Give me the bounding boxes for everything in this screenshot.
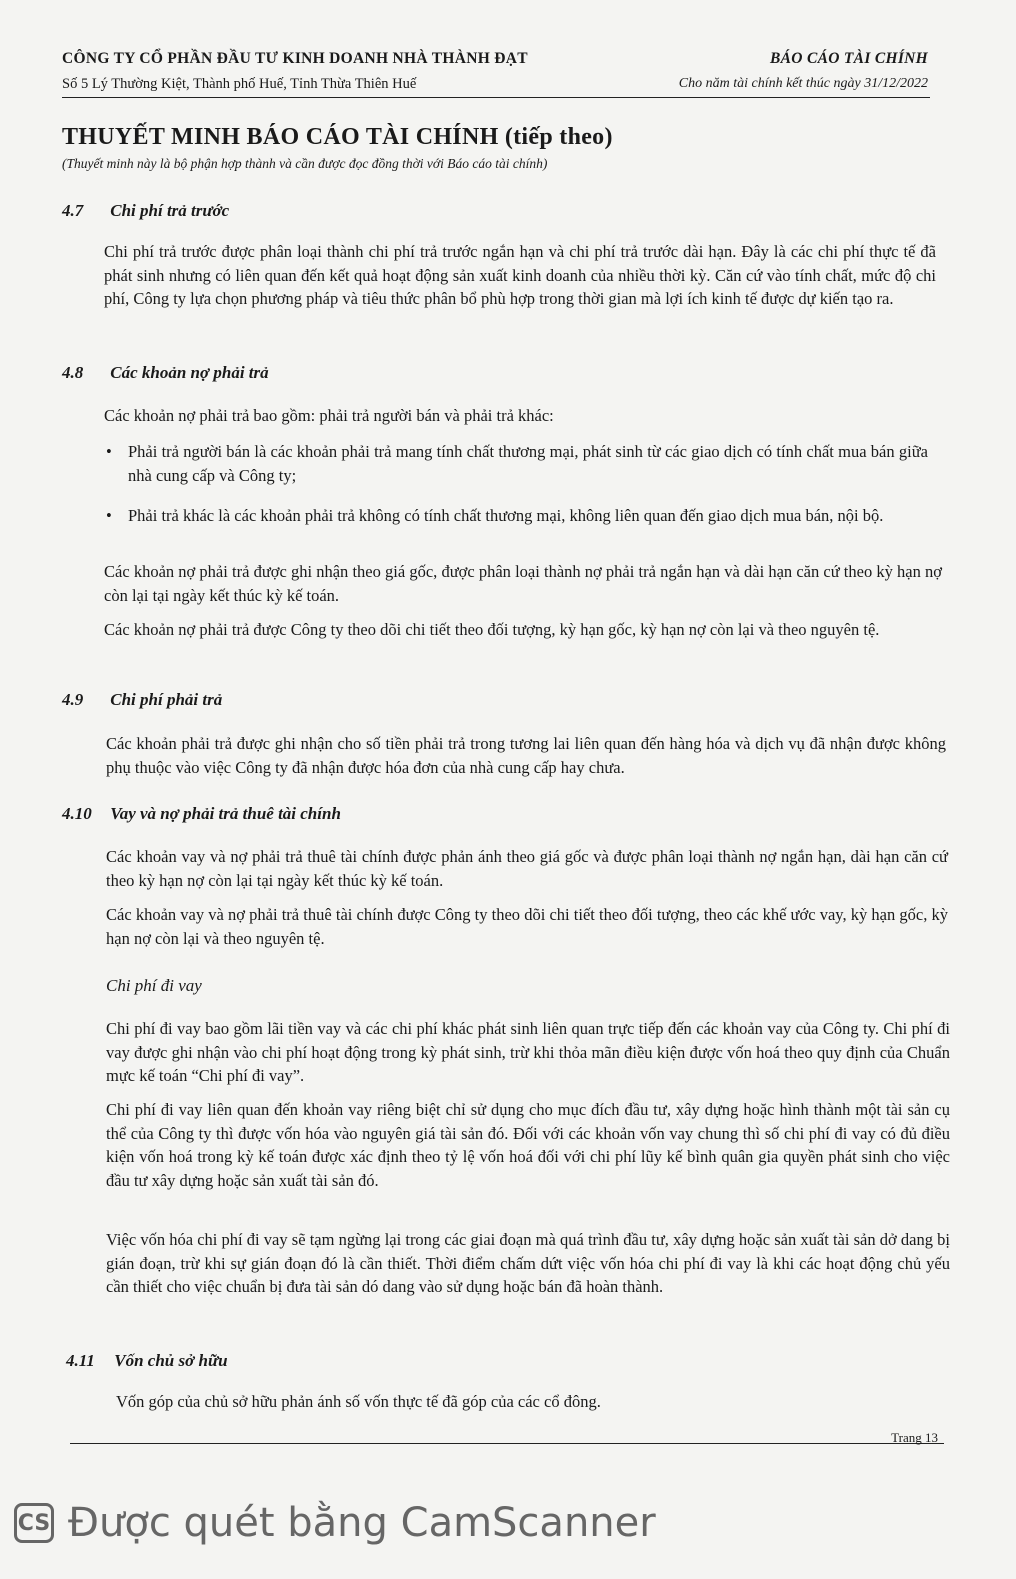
section-number: 4.8 bbox=[62, 363, 84, 382]
section-4-8-heading bbox=[62, 363, 269, 383]
page-number: Trang 13 bbox=[891, 1430, 938, 1445]
section-4-8-intro: Các khoản nợ phải trả bao gồm: phải trả người bán và phải trả khác: bbox=[104, 406, 554, 425]
document-subtitle: (Thuyết minh này là bộ phận hợp thành và cần được đọc đồng thời với Báo cáo tài chính) bbox=[62, 156, 548, 171]
section-4-10-paragraph-5: Việc vốn hóa chi phí đi vay sẽ tạm ngừng lại trong các giai đoạn mà quá trình đầu tư, xây dựng hoặc sản xuất tài sản dở dang bị gián đoạn, trừ khi sự gián đoạn đó là cần thiết. Thời điểm chấm dứt việc vốn hóa chi phí đi vay là khi các hoạt động chủ yếu cần thiết cho việc chuẩn bị đưa tài sản dó dang vào sử dụng hoặc bán đã hoàn thành. bbox=[106, 1230, 950, 1296]
section-4-10-paragraph-1: Các khoản vay và nợ phải trả thuê tài chính được phản ánh theo giá gốc và được phân loại thành nợ ngắn hạn, dài hạn căn cứ theo kỳ hạn nợ còn lại tại ngày kết thúc kỳ kế toán. bbox=[106, 847, 948, 890]
section-4-7-paragraph: Chi phí trả trước được phân loại thành chi phí trả trước ngắn hạn và chi phí trả trước dài hạn. Đây là các chi phí thực tế đã phát sinh nhưng có liên quan đến kết quả hoạt động sản xuất kinh doanh của nhiều thời kỳ. Căn cứ vào tính chất, mức độ chi phí, Công ty lựa chọn phương pháp và tiêu thức phân bổ phù hợp trong thời gian mà lợi ích kinh tế được dự kiến tạo ra. bbox=[104, 242, 936, 308]
section-4-8-paragraph-3: Các khoản nợ phải trả được Công ty theo dõi chi tiết theo đối tượng, kỳ hạn gốc, kỳ hạn nợ còn lại và theo nguyên tệ. bbox=[104, 620, 880, 639]
section-number: 4.7 bbox=[62, 201, 84, 220]
camscanner-logo-icon: CS bbox=[14, 1503, 54, 1543]
section-number: 4.9 bbox=[62, 690, 84, 709]
camscanner-watermark bbox=[14, 1500, 656, 1546]
section-4-10-paragraph-3: Chi phí đi vay bao gồm lãi tiền vay và các chi phí khác phát sinh liên quan trực tiếp đến các khoản vay của Công ty. Chi phí đi vay được ghi nhận vào chi phí hoạt động trong kỳ phát sinh, trừ khi thỏa mãn điều kiện được vốn hoá theo quy định của Chuẩn mực kế toán “Chi phí đi vay”. bbox=[106, 1019, 950, 1085]
header-divider bbox=[62, 97, 930, 98]
section-4-9-heading bbox=[62, 690, 222, 710]
bullet-text: Phải trả người bán là các khoản phải trả mang tính chất thương mại, phát sinh từ các giao dịch có tính chất mua bán giữa nhà cung cấp và Công ty; bbox=[128, 442, 928, 485]
section-number: 4.10 bbox=[62, 804, 92, 823]
bullet-dot: • bbox=[106, 506, 112, 525]
header-row-2 bbox=[62, 76, 928, 93]
bullet-item bbox=[106, 504, 928, 528]
section-4-7-heading bbox=[62, 201, 229, 221]
section-4-9-paragraph: Các khoản phải trả được ghi nhận cho số tiền phải trả trong tương lai liên quan đến hàng hóa và dịch vụ đã nhận được không phụ thuộc vào việc Công ty đã nhận được hóa đơn của nhà cung cấp hay chưa. bbox=[106, 734, 946, 777]
report-name: BÁO CÁO TÀI CHÍNH bbox=[770, 50, 928, 67]
section-title: Vay và nợ phải trả thuê tài chính bbox=[110, 804, 341, 823]
bullet-dot: • bbox=[106, 442, 112, 461]
section-title: Vốn chủ sở hữu bbox=[114, 1351, 228, 1370]
borrowing-costs-subheading: Chi phí đi vay bbox=[106, 976, 202, 995]
header-row-1 bbox=[62, 50, 928, 68]
section-4-10-paragraph-2: Các khoản vay và nợ phải trả thuê tài chính được Công ty theo dõi chi tiết theo đối tượng, theo các khế ước vay, kỳ hạn gốc, kỳ hạn nợ còn lại và theo nguyên tệ. bbox=[106, 905, 948, 948]
report-period: Cho năm tài chính kết thúc ngày 31/12/2022 bbox=[678, 76, 928, 91]
footer-divider bbox=[70, 1443, 944, 1444]
company-address: Số 5 Lý Thường Kiệt, Thành phố Huế, Tỉnh Thừa Thiên Huế bbox=[62, 76, 417, 92]
section-title: Chi phí trả trước bbox=[110, 201, 230, 220]
watermark-text: Được quét bằng CamScanner bbox=[68, 1500, 656, 1546]
section-4-10-heading bbox=[62, 804, 341, 824]
section-title: Các khoản nợ phải trả bbox=[110, 363, 269, 382]
document-title: THUYẾT MINH BÁO CÁO TÀI CHÍNH (tiếp theo) bbox=[62, 124, 613, 150]
bullet-text: Phải trả khác là các khoản phải trả không có tính chất thương mại, không liên quan đến giao dịch mua bán, nội bộ. bbox=[128, 506, 884, 525]
section-4-11-paragraph: Vốn góp của chủ sở hữu phản ánh số vốn thực tế đã góp của các cổ đông. bbox=[116, 1392, 601, 1411]
company-name: CÔNG TY CỔ PHẦN ĐẦU TƯ KINH DOANH NHÀ THÀNH ĐẠT bbox=[62, 50, 528, 67]
section-title: Chi phí phải trả bbox=[110, 690, 223, 709]
bullet-item bbox=[106, 440, 928, 487]
section-4-11-heading bbox=[66, 1351, 228, 1371]
section-number: 4.11 bbox=[66, 1351, 95, 1370]
section-4-10-paragraph-4: Chi phí đi vay liên quan đến khoản vay riêng biệt chỉ sử dụng cho mục đích đầu tư, xây dựng hoặc hình thành một tài sản cụ thể của Công ty thì được vốn hóa vào nguyên giá tài sản đó. Đối với các khoản vốn vay chung thì số chi phí đi vay có đủ điều kiện vốn hoá trong kỳ kế toán được xác định theo tỷ lệ vốn hoá đối với chi phí lũy kế bình quân gia quyền phát sinh cho việc đầu tư xây dựng hoặc sản xuất tài sản đó. bbox=[106, 1100, 950, 1190]
section-4-8-paragraph-2: Các khoản nợ phải trả được ghi nhận theo giá gốc, được phân loại thành nợ phải trả ngắn hạn và dài hạn căn cứ theo kỳ hạn nợ còn lại tại ngày kết thúc kỳ kế toán. bbox=[104, 562, 942, 605]
